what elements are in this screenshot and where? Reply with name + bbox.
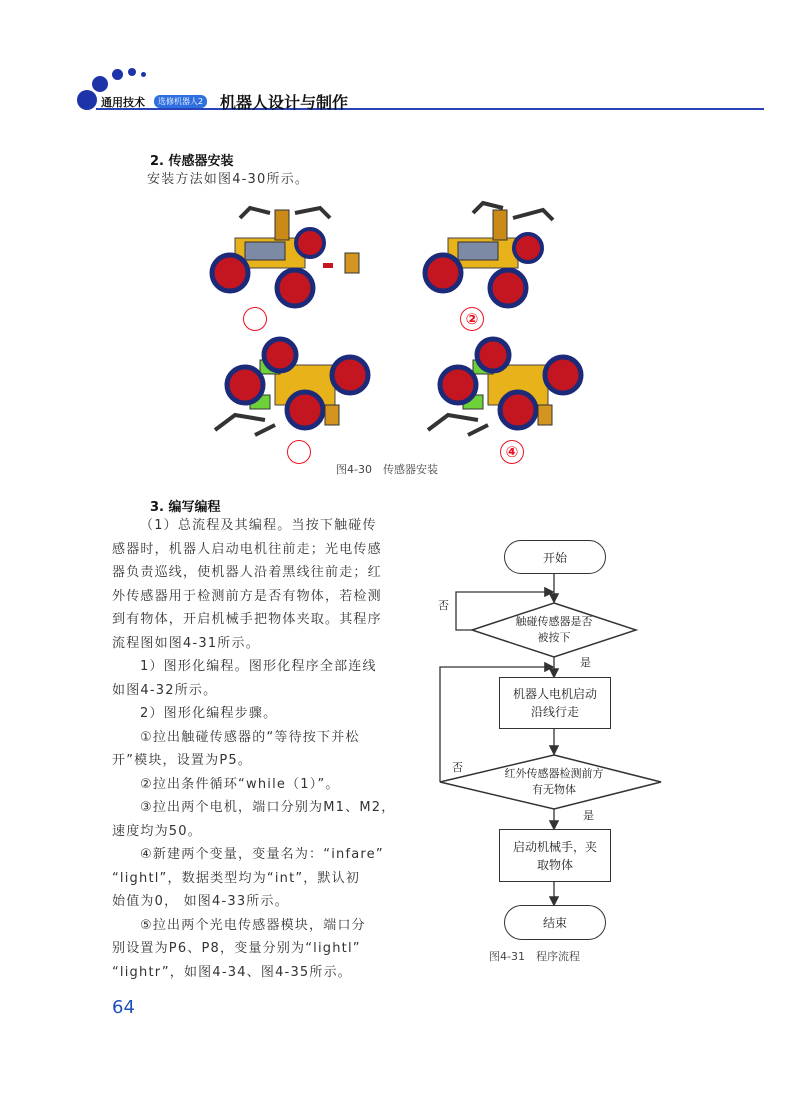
body-line: （1）总流程及其编程。当按下触碰传 — [140, 518, 377, 533]
body-line: ②拉出条件循环“while（1）”。 — [140, 776, 340, 792]
header-badge: 选修机器人2 — [154, 95, 207, 108]
flowchart-process1 — [499, 677, 611, 729]
flowchart-process1-line2: 沿线行走 — [530, 705, 579, 719]
figure-step-label-1 — [243, 307, 267, 331]
flowchart-decision2-line1: 红外传感器检测前方 — [504, 767, 604, 780]
robot-photo-2 — [418, 198, 588, 328]
flowchart-process2-line1: 启动机械手，夹 — [512, 839, 597, 854]
figure-step-label-2: ② — [460, 307, 484, 331]
body-line: 速度均为50。 — [112, 823, 202, 839]
body-line: 别设置为P6、P8，变量分别为“lightl” — [112, 941, 361, 956]
section2-heading: 2. 传感器安装 — [150, 154, 234, 169]
flowchart-process2-line2: 取物体 — [536, 857, 573, 872]
flowchart-end: 结束 — [504, 905, 606, 940]
header-rule — [96, 108, 764, 110]
body-line: 开”模块，设置为P5。 — [112, 753, 253, 768]
flowchart-no2: 否 — [452, 761, 463, 774]
header-dot — [128, 68, 136, 76]
header-dot — [77, 90, 97, 110]
section2-text: 安装方法如图4-30所示。 — [147, 172, 310, 187]
header-subject: 通用技术 — [101, 96, 145, 109]
figure-4-31-caption: 图4-31 程序流程 — [489, 950, 580, 963]
flowchart-no1: 否 — [438, 599, 449, 612]
body-line: 到有物体，开启机械手把物体夹取。其程序 — [112, 612, 382, 627]
body-line: 始值为0， 如图4-33所示。 — [112, 894, 289, 909]
flowchart-decision1 — [492, 614, 616, 646]
flowchart-decision2-line2: 有无物体 — [532, 783, 576, 796]
flowchart-process2 — [499, 829, 611, 882]
flowchart-decision1-line2: 被按下 — [537, 631, 571, 644]
header-title: 机器人设计与制作 — [220, 93, 349, 112]
flowchart-decision2 — [480, 766, 628, 798]
figure-step-label-4: ④ — [500, 440, 524, 464]
section3-body — [112, 514, 397, 984]
flowchart-decision1-line1: 触碰传感器是否 — [515, 615, 593, 628]
flowchart-connectors — [430, 530, 670, 950]
body-line: 外传感器用于检测前方是否有物体，若检测 — [112, 588, 382, 604]
page-number: 64 — [112, 997, 135, 1018]
body-line: ③拉出两个电机，端口分别为M1、M2， — [140, 800, 396, 815]
flowchart-start: 开始 — [504, 540, 606, 574]
figure-4-30-caption: 图4-30 传感器安装 — [336, 463, 438, 476]
flowchart-process1-line1: 机器人电机启动 — [512, 687, 597, 701]
body-line: 器负责巡线，使机器人沿着黑线往前走；红 — [112, 565, 382, 580]
body-line: 2）图形化编程步骤。 — [140, 706, 278, 721]
body-line: 如图4-32所示。 — [112, 682, 218, 698]
robot-photo-1 — [205, 198, 375, 328]
flowchart-yes1: 是 — [580, 656, 591, 669]
body-line: ④新建两个变量，变量名为：“infare” — [140, 847, 384, 862]
header-dot — [112, 69, 123, 80]
body-line: 流程图如图4-31所示。 — [112, 635, 260, 651]
body-line: ①拉出触碰传感器的“等待按下并松 — [140, 729, 360, 745]
section3-heading: 3. 编写编程 — [150, 500, 221, 515]
body-line: “lightl”，数据类型均为“int”，默认初 — [112, 870, 361, 886]
flowchart-yes2: 是 — [583, 809, 594, 822]
body-line: 1）图形化编程。图形化程序全部连线 — [140, 659, 377, 674]
body-line: “lightr”，如图4-34、图4-35所示。 — [112, 964, 352, 980]
figure-step-label-3 — [287, 440, 311, 464]
header-dot — [92, 76, 108, 92]
body-line: ⑤拉出两个光电传感器模块，端口分 — [140, 917, 366, 933]
header-dot — [141, 72, 146, 77]
body-line: 感器时，机器人启动电机往前走；光电传感 — [112, 541, 382, 557]
